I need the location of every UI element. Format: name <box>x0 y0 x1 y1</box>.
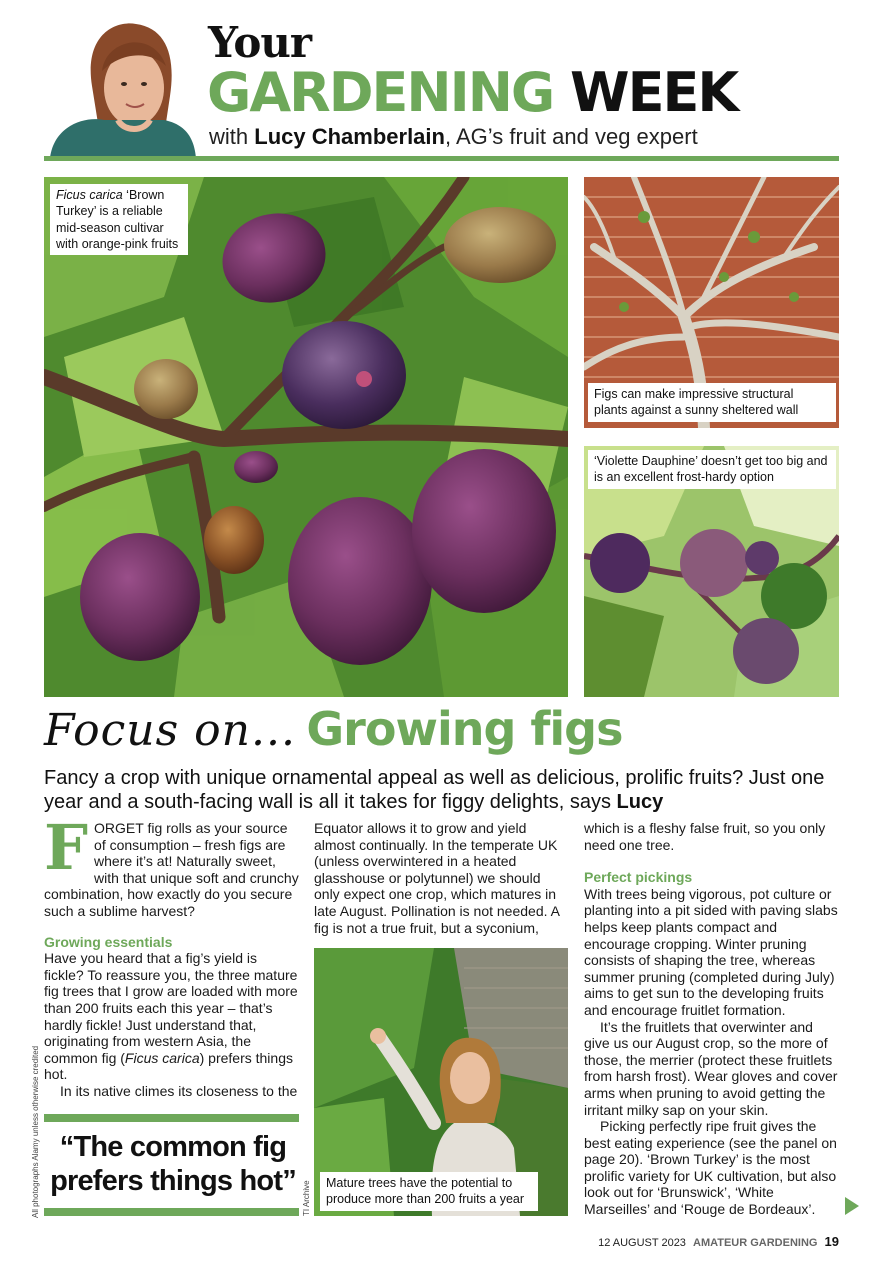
standfirst-author: Lucy <box>616 791 664 813</box>
feature-standfirst <box>44 766 839 814</box>
photo-credit-archive: TI Archive <box>302 1180 311 1216</box>
subhead-perfect-pickings: Perfect pickings <box>584 869 693 886</box>
paragraph-native-climes: In its native climes its closeness to the <box>60 1082 298 1099</box>
article-intro: ORGET fig rolls as your source of consumption – fresh figs are where it’s at! Naturally sweet, with that unique soft and crunchy combination, how exactly do you secure such a sublime harvest? <box>44 820 299 919</box>
caption-brown-turkey-latin: Ficus carica <box>56 188 123 202</box>
essentials-latin: Ficus carica <box>124 1049 200 1066</box>
paragraph-pruning: With trees being vigorous, pot culture or planting into a pit sided with paving slabs helps keep plants compact and encourage cropping. Winter pruning consists of shaping the tree, whereas summer pruning (completed during July) aims to get sun to the developing fruits and encourage fruitlet formation. <box>584 885 838 1018</box>
pullquote-rule-bottom <box>44 1208 299 1216</box>
paragraph-equator: Equator allows it to grow and yield almost continually. In the temperate UK (unless overwintered in a heated glasshouse or polytunnel) we should only expect one crop, which matures in late August. Pollination is not needed. A fig is not a true fruit, but a syconium, <box>314 820 560 936</box>
subhead-growing-essentials: Growing essentials <box>44 933 173 950</box>
photo-credit-alamy: All photographs Alamy unless otherwise credited <box>31 1045 40 1218</box>
caption-wall: Figs can make impressive structural plants against a sunny sheltered wall <box>588 383 836 422</box>
essentials-text-a: Have you heard that a fig’s yield is fickle? To reassure you, the three mature fig trees that I grow are loaded with more than 200 fruits each this year – that’s hardly fickle! Just understand that, originating from western Asia, the common fig ( <box>44 950 298 1066</box>
photo-brown-turkey-figs <box>44 177 568 697</box>
pullquote-rule-top <box>44 1114 299 1122</box>
byline-suffix: , AG’s fruit and veg expert <box>444 124 698 149</box>
feature-kicker: Focus on... <box>44 705 296 756</box>
footer-publication: AMATEUR GARDENING <box>693 1237 818 1249</box>
header-title <box>207 61 738 124</box>
next-page-arrow-icon <box>845 1197 859 1215</box>
page-footer <box>598 1234 839 1249</box>
byline-author: Lucy Chamberlain <box>254 124 445 149</box>
photo-violette-dauphine <box>584 446 839 697</box>
header-title-gardening: GARDENING <box>207 61 554 124</box>
caption-lucy: Mature trees have the potential to produce more than 200 fruits a year <box>320 1172 538 1211</box>
author-portrait <box>44 16 202 158</box>
byline-prefix: with <box>209 124 249 149</box>
feature-title: Growing figs <box>306 702 623 756</box>
drop-cap: F <box>44 811 89 884</box>
header-title-week: WEEK <box>570 61 738 124</box>
footer-date: 12 AUGUST 2023 <box>598 1237 686 1249</box>
page-number: 19 <box>824 1234 839 1249</box>
feature-headline <box>44 702 623 756</box>
paragraph-fruitlets: It’s the fruitlets that overwinter and give us our August crop, so the more of those, the merrier (protect these fruitlets from harsh frost). Wear gloves and cover arms when pruning to avoid getting the irritant milky sap on your skin. <box>584 1018 838 1118</box>
header-divider <box>44 156 839 161</box>
header-title-your: Your <box>208 18 312 67</box>
essentials-text-b: ) prefers things hot. <box>44 1049 293 1083</box>
caption-violette: ‘Violette Dauphine’ doesn’t get too big and is an excellent frost-hardy option <box>588 450 836 489</box>
article-column-2 <box>314 820 568 936</box>
paragraph-essentials <box>44 950 300 1083</box>
standfirst-text: Fancy a crop with unique ornamental appeal as well as delicious, prolific fruits? Just one year and a south-facing wall is all it takes for figgy delights, says <box>44 767 825 813</box>
caption-brown-turkey <box>50 184 188 255</box>
paragraph-picking: Picking perfectly ripe fruit gives the best eating experience (see the panel on page 20). ‘Brown Turkey’ is the most prolific variety for UK cultivation, but also look out for ‘Brunswick’, ‘White Marseilles’ and ‘Rouge de Bordeaux’. <box>584 1118 837 1218</box>
caption-brown-turkey-text: ‘Brown Turkey’ is a reliable mid-season cultivar with orange-pink fruits <box>56 188 179 251</box>
photo-lucy-fig-tree <box>314 948 568 1216</box>
pull-quote: “The common fig prefers things hot” <box>50 1131 296 1197</box>
photo-fig-wall-trained <box>584 177 839 428</box>
header-byline <box>209 124 698 150</box>
paragraph-syconium: which is a fleshy false fruit, so you only need one tree. <box>584 820 826 853</box>
article-column-1 <box>44 811 300 1100</box>
article-column-3 <box>584 820 840 1218</box>
